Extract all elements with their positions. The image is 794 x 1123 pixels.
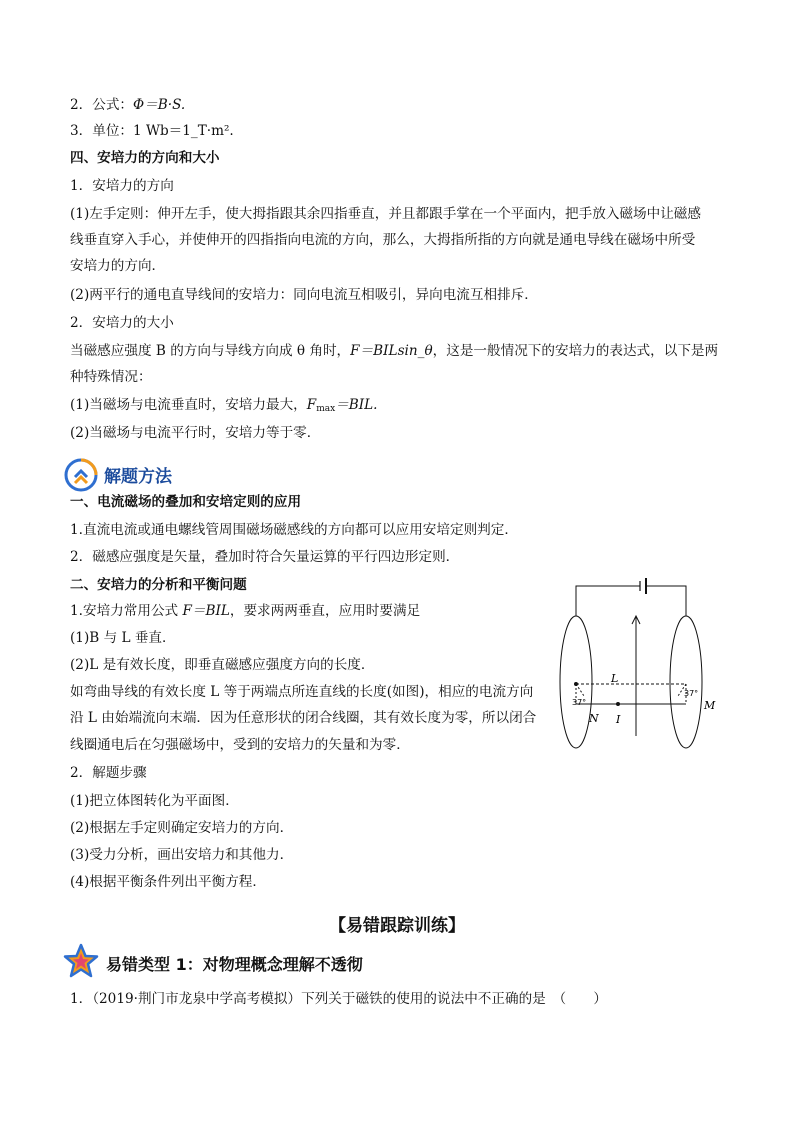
- text: 当磁感应强度 B 的方向与导线方向成 θ 角时，: [70, 343, 351, 359]
- method-section-icon: [64, 458, 98, 492]
- subheading: 1．安培力的方向: [70, 178, 174, 194]
- paragraph-line: (1)左手定则：伸开左手，使大拇指跟其余四指垂直，并且都跟手掌在一个平面内，把手放入磁场中让磁感: [70, 206, 701, 222]
- section-title: 解题方法: [104, 467, 172, 487]
- label-L: L: [611, 672, 619, 685]
- subscript: max: [316, 404, 336, 414]
- formula: ＝BIL.: [335, 397, 378, 413]
- heading-1: 一、电流磁场的叠加和安培定则的应用: [70, 494, 302, 510]
- paragraph-line: (2)L 是有效长度，即垂直磁感应强度方向的长度．: [70, 657, 375, 673]
- heading-4: 四、安培力的方向和大小: [70, 150, 220, 166]
- question-1: 1．（2019·荆门市龙泉中学高考模拟）下列关于磁铁的使用的说法中不正确的是 （ ）: [70, 991, 607, 1007]
- paragraph-line: 1.直流电流或通电螺线管周围磁场磁感线的方向都可以应用安培定则判定．: [70, 522, 518, 538]
- step-line: (3)受力分析，画出安培力和其他力．: [70, 847, 294, 863]
- text: (1)当磁场与电流垂直时，安培力最大，: [70, 397, 307, 413]
- heading-2: 二、安培力的分析和平衡问题: [70, 577, 247, 593]
- formula-line: [70, 95, 730, 115]
- text: 1.安培力常用公式: [70, 603, 183, 619]
- label-M: M: [704, 699, 716, 712]
- paragraph-line: (1)B 与 L 垂直．: [70, 630, 176, 646]
- paragraph-line: [70, 601, 550, 621]
- angle-right: 37°: [684, 689, 699, 698]
- paragraph-line: 线垂直穿入手心，并使伸开的四指指向电流的方向，那么，大拇指所指的方向就是通电导线在磁场中所受: [70, 232, 696, 248]
- training-title: 【易错跟踪训练】: [329, 916, 465, 936]
- label-I: I: [616, 713, 621, 726]
- rail-circuit-figure: [556, 578, 726, 750]
- formula: F＝BIL: [182, 603, 230, 619]
- error-type-title: 易错类型 1：对物理概念理解不透彻: [106, 955, 363, 974]
- formula: F: [306, 397, 317, 413]
- formula: Φ＝B·S.: [133, 97, 186, 113]
- subheading: 2．安培力的大小: [70, 315, 174, 331]
- paragraph-line: 安培力的方向．: [70, 258, 166, 274]
- paragraph-line: 种特殊情况：: [70, 369, 152, 385]
- paragraph-line: [70, 395, 730, 419]
- paragraph-line: 沿 L 由始端流向末端．因为任意形状的闭合线圈，其有效长度为零，所以闭合: [70, 710, 537, 726]
- text: ，这是一般情况下的安培力的表达式，以下是两: [432, 343, 719, 359]
- subheading: 2．解题步骤: [70, 765, 147, 781]
- paragraph-line: [70, 341, 730, 361]
- text: ，要求两两垂直，应用时要满足: [229, 603, 421, 619]
- paragraph-line: 线圈通电后在匀强磁场中，受到的安培力的矢量和为零．: [70, 737, 410, 753]
- paragraph-line: 2．磁感应强度是矢量，叠加时符合矢量运算的平行四边形定则．: [70, 549, 460, 565]
- paragraph-line: (2)两平行的通电直导线间的安培力：同向电流互相吸引，异向电流互相排斥．: [70, 287, 538, 303]
- paragraph-line: 如弯曲导线的有效长度 L 等于两端点所连直线的长度(如图)，相应的电流方向: [70, 684, 534, 700]
- text: 2．公式：: [70, 97, 134, 113]
- angle-left: 37°: [572, 698, 587, 707]
- label-N: N: [589, 712, 599, 725]
- formula: F＝BILsin_θ: [350, 343, 433, 359]
- step-line: (4)根据平衡条件列出平衡方程．: [70, 874, 266, 890]
- unit-line: 3．单位：1 Wb＝1_T·m².: [70, 123, 234, 139]
- step-line: (2)根据左手定则确定安培力的方向．: [70, 820, 294, 836]
- paragraph-line: (2)当磁场与电流平行时，安培力等于零．: [70, 425, 321, 441]
- step-line: (1)把立体图转化为平面图．: [70, 793, 239, 809]
- star-icon: [62, 942, 100, 980]
